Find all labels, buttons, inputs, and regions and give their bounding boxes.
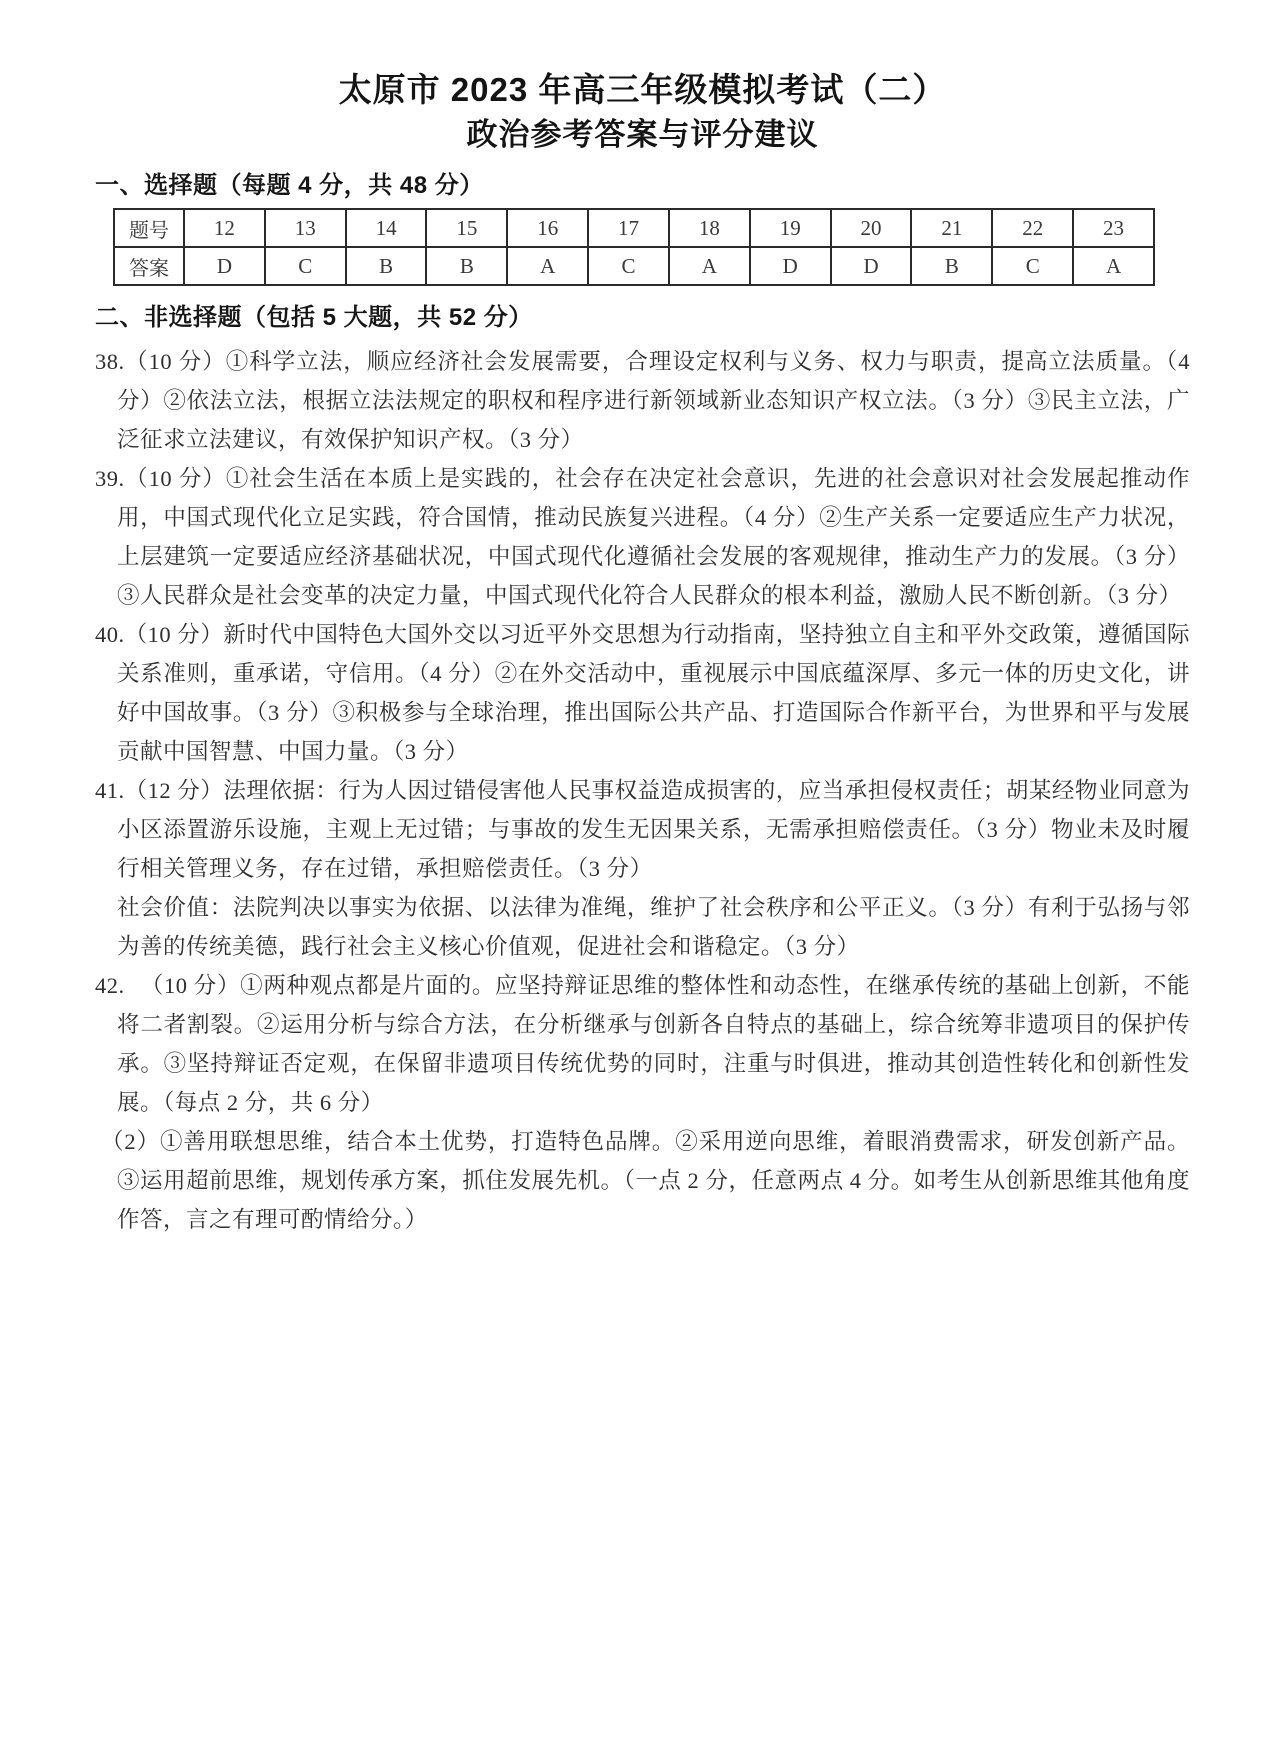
answer-text: 社会价值：法院判决以事实为依据、以法律为准绳，维护了社会秩序和公平正义。（3 分）有利于弘扬与邻为善的传统美德，践行社会主义核心价值观，促进社会和谐稳定。（3 分） (117, 895, 1190, 959)
question-number-label: 39. (95, 466, 125, 491)
answer-paragraph-q42 (95, 966, 1190, 1122)
answer-text: （10 分）①两种观点都是片面的。应坚持辩证思维的整体性和动态性，在继承传统的基础上创新，不能将二者割裂。②运用分析与综合方法，在分析继承与创新各自特点的基础上，综合统筹非遗项目的保护传承。③坚持辩证否定观，在保留非遗项目传统优势的同时，注重与时俱进，推动其创造性转化和创新性发展。（每点 2 分，共 6 分） (117, 973, 1190, 1115)
document-subtitle: 政治参考答案与评分建议 (466, 117, 819, 152)
question-number-label: （2） (101, 1129, 161, 1154)
answer-cell: A (507, 247, 588, 285)
answer-text: （10 分）新时代中国特色大国外交以习近平外交思想为行动指南，坚持独立自主和平外交政策，遵循国际关系准则，重承诺，守信用。（4 分）②在外交活动中，重视展示中国底蕴深厚、多元一体的历史文化，讲好中国故事。（3 分）③积极参与全球治理，推出国际公共产品、打造国际合作新平台，为世界和平与发展贡献中国智慧、中国力量。（3 分） (117, 622, 1190, 764)
question-number-cell: 21 (911, 209, 992, 247)
answer-paragraph-q41 (95, 771, 1190, 888)
answer-cell: A (669, 247, 750, 285)
answer-paragraph-q41-social-value (95, 888, 1190, 966)
question-number-row (114, 209, 1154, 247)
answer-paragraph-q38 (95, 342, 1190, 459)
answer-paragraph-q39 (95, 459, 1190, 615)
answer-paragraph-q40 (95, 615, 1190, 771)
question-number-label: 40. (95, 622, 125, 647)
document-title: 太原市 2023 年高三年级模拟考试（二） (338, 71, 947, 108)
question-number-cell: 15 (426, 209, 507, 247)
answer-paragraph-q42-part2 (95, 1122, 1190, 1239)
answer-text: （10 分）①社会生活在本质上是实践的，社会存在决定社会意识，先进的社会意识对社会发展起推动作用，中国式现代化立足实践，符合国情，推动民族复兴进程。（4 分）②生产关系一定要适应生产力状况，上层建筑一定要适应经济基础状况，中国式现代化遵循社会发展的客观规律，推动生产力的发展。（3 分）③人民群众是社会变革的决定力量，中国式现代化符合人民群众的根本利益，激励人民不断创新。（3 分） (117, 466, 1190, 608)
question-number-cell: 16 (507, 209, 588, 247)
answer-paragraphs (95, 342, 1190, 1239)
section-nonchoice-heading: 二、非选择题（包括 5 大题，共 52 分） (95, 304, 533, 331)
question-number-cell: 23 (1073, 209, 1154, 247)
question-number-cell: 22 (992, 209, 1073, 247)
question-number-cell: 14 (346, 209, 427, 247)
answer-cell: B (346, 247, 427, 285)
answer-cell: A (1073, 247, 1154, 285)
answer-text: （10 分）①科学立法，顺应经济社会发展需要，合理设定权利与义务、权力与职责，提高立法质量。（4 分）②依法立法，根据立法法规定的职权和程序进行新领域新业态知识产权立法。（3 分）③民主立法，广泛征求立法建议，有效保护知识产权。（3 分） (117, 349, 1190, 452)
question-number-cell: 18 (669, 209, 750, 247)
answer-table (113, 208, 1155, 286)
answer-cell: D (750, 247, 831, 285)
question-number-cell: 13 (265, 209, 346, 247)
answer-cell: C (588, 247, 669, 285)
answer-cell: D (831, 247, 912, 285)
answer-cell: B (426, 247, 507, 285)
section-choice-heading: 一、选择题（每题 4 分，共 48 分） (95, 172, 484, 199)
answer-cell: C (265, 247, 346, 285)
answer-text: ①善用联想思维，结合本土优势，打造特色品牌。②采用逆向思维，着眼消费需求，研发创新产品。③运用超前思维，规划传承方案，抓住发展先机。（一点 2 分，任意两点 4 分。如考生从创新思维其他角度作答，言之有理可酌情给分。） (117, 1129, 1190, 1232)
question-number-label: 41. (95, 778, 125, 803)
question-number-label: 38. (95, 349, 125, 374)
answer-row (114, 247, 1154, 285)
answer-cell: D (184, 247, 265, 285)
answer-text: （12 分）法理依据：行为人因过错侵害他人民事权益造成损害的，应当承担侵权责任；胡某经物业同意为小区添置游乐设施，主观上无过错；与事故的发生无因果关系，无需承担赔偿责任。（3 分）物业未及时履行相关管理义务，存在过错，承担赔偿责任。（3 分） (117, 778, 1190, 881)
answer-cell: C (992, 247, 1073, 285)
question-number-label: 42. (95, 973, 125, 998)
question-number-cell: 19 (750, 209, 831, 247)
question-number-cell: 20 (831, 209, 912, 247)
question-row-label: 题号 (114, 209, 184, 247)
answer-row-label: 答案 (114, 247, 184, 285)
question-number-cell: 17 (588, 209, 669, 247)
question-number-cell: 12 (184, 209, 265, 247)
answer-cell: B (911, 247, 992, 285)
